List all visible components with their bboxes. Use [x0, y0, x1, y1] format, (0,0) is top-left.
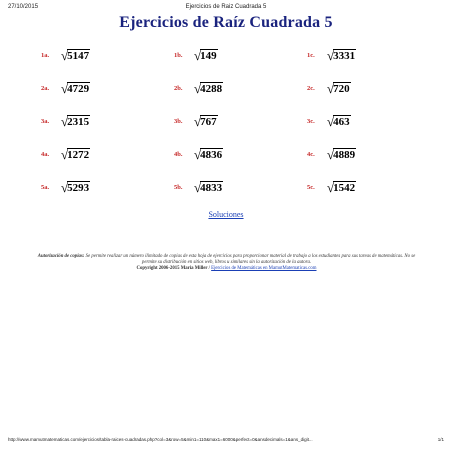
square-root-expression [194, 81, 223, 95]
radical-sign-icon: √ [327, 147, 335, 162]
print-page-title: Ejercicios de Raiz Cuadrada 5 [185, 4, 267, 10]
square-root-expression [327, 147, 356, 161]
square-root-expression [194, 147, 223, 161]
problem-label: 5a. [41, 183, 50, 191]
radical-sign-icon: √ [194, 147, 202, 162]
problem-item [41, 113, 174, 129]
radicand: 463 [333, 116, 350, 128]
square-root-expression [327, 81, 351, 95]
square-root-expression [327, 180, 356, 194]
page-title: Ejercicios de Raíz Cuadrada 5 [119, 14, 333, 31]
radicand: 767 [200, 116, 217, 128]
square-root-expression [194, 114, 218, 128]
problem-item [41, 80, 174, 96]
solutions-link[interactable]: Soluciones [208, 210, 244, 219]
square-root-expression [327, 114, 351, 128]
problem-label: 4c. [307, 150, 315, 158]
problem-label: 2c. [307, 84, 315, 92]
radical-sign-icon: √ [194, 48, 202, 63]
radical-sign-icon: √ [194, 81, 202, 96]
radicand: 4833 [200, 182, 223, 194]
problem-item [307, 179, 411, 195]
radical-sign-icon: √ [61, 180, 69, 195]
problem-label: 1b. [174, 51, 183, 59]
problem-label: 4b. [174, 150, 183, 158]
radical-sign-icon: √ [61, 147, 69, 162]
radical-sign-icon: √ [327, 114, 335, 129]
radical-sign-icon: √ [61, 81, 69, 96]
copyright-notice [136, 266, 316, 271]
radical-sign-icon: √ [327, 48, 335, 63]
radicand: 5147 [67, 50, 90, 62]
square-root-expression [327, 48, 356, 62]
problem-label: 3c. [307, 117, 315, 125]
square-root-expression [61, 114, 90, 128]
radicand: 1272 [67, 149, 90, 161]
problem-label: 5b. [174, 183, 183, 191]
square-root-expression [61, 81, 90, 95]
problem-label: 1c. [307, 51, 315, 59]
authorization-lead: Autorización de copias: [37, 254, 85, 259]
radicand: 5293 [67, 182, 90, 194]
problem-label: 3a. [41, 117, 50, 125]
problem-item [41, 146, 174, 162]
problem-label: 2a. [41, 84, 50, 92]
print-date: 27/10/2015 [8, 4, 39, 10]
print-footer [8, 437, 444, 445]
copyright-text: Copyright 2006-2015 Maria Miller / [136, 266, 212, 271]
problem-item [41, 47, 174, 63]
radical-sign-icon: √ [194, 114, 202, 129]
radical-sign-icon: √ [61, 48, 69, 63]
problem-label: 3b. [174, 117, 183, 125]
problem-item [307, 146, 411, 162]
problem-item [174, 146, 307, 162]
square-root-expression [61, 180, 90, 194]
problem-grid [41, 47, 411, 212]
radicand: 4288 [200, 83, 223, 95]
problem-item [174, 47, 307, 63]
square-root-expression [61, 48, 90, 62]
problem-item [307, 47, 411, 63]
radical-sign-icon: √ [194, 180, 202, 195]
copyright-link[interactable]: Ejercicios de Matemáticas en MamutMatematicas.com [211, 266, 317, 271]
radicand: 4729 [67, 83, 90, 95]
radicand: 149 [200, 50, 217, 62]
radical-sign-icon: √ [61, 114, 69, 129]
print-header [8, 4, 444, 14]
problem-label: 4a. [41, 150, 50, 158]
square-root-expression [194, 48, 218, 62]
print-page-number: 1/1 [437, 437, 444, 442]
radical-sign-icon: √ [327, 180, 335, 195]
radicand: 4889 [333, 149, 356, 161]
problem-label: 1a. [41, 51, 50, 59]
problem-label: 5c. [307, 183, 315, 191]
radicand: 720 [333, 83, 350, 95]
radicand: 1542 [333, 182, 356, 194]
problem-item [307, 80, 411, 96]
problem-item [174, 113, 307, 129]
problem-item [41, 179, 174, 195]
radical-sign-icon: √ [327, 81, 335, 96]
problem-label: 2b. [174, 84, 183, 92]
authorization-notice [34, 254, 419, 272]
radicand: 2315 [67, 116, 90, 128]
square-root-expression [61, 147, 90, 161]
radicand: 4836 [200, 149, 223, 161]
print-url: http://www.mamutmatematicas.com/ejercicios/tabla-raices-cuadradas.php?col=3&row=5&min1=110&max1=6000&perfect=0&ansdecimals=1&ans_digit... [8, 437, 313, 442]
problem-item [174, 80, 307, 96]
square-root-expression [194, 180, 223, 194]
problem-item [174, 179, 307, 195]
radicand: 3331 [333, 50, 356, 62]
authorization-text: Se permite realizar un número ilimitado de copias de esta hoja de ejercicios para proporcionar material de trabajo a los estudiantes para sus tareas de matemáticas. No se permite su distribución en sitios web, libros u similares sin la autorización de la autora. [84, 254, 416, 265]
problem-item [307, 113, 411, 129]
